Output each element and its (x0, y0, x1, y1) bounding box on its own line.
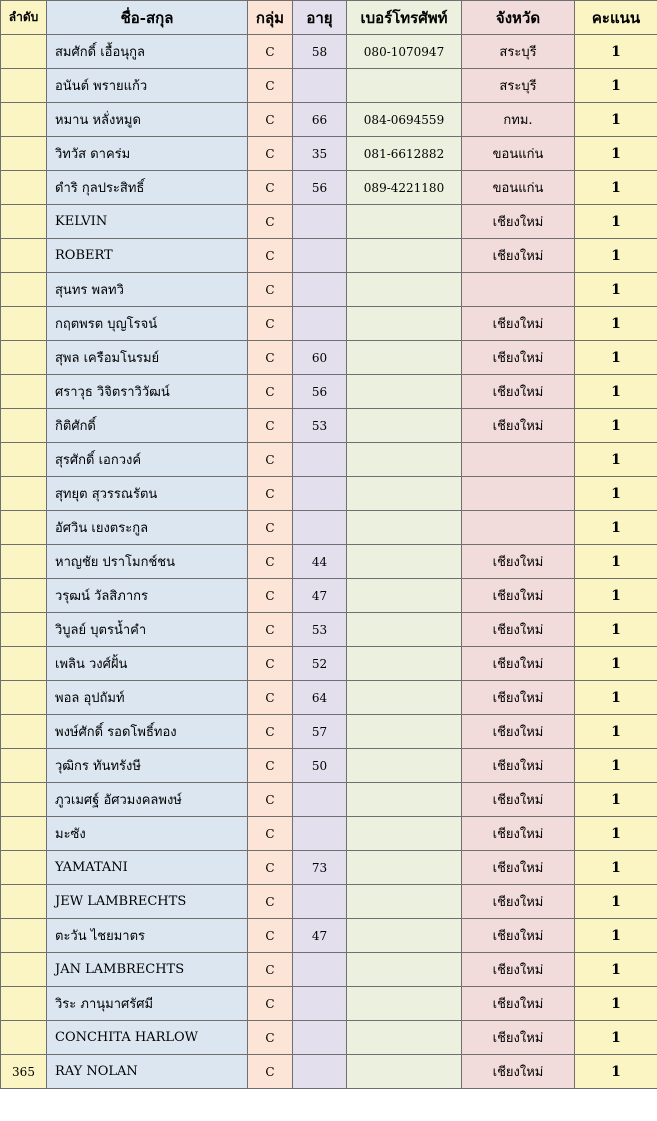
table-row (1, 69, 657, 103)
cell-score: 1 (575, 987, 657, 1021)
cell-no (1, 987, 47, 1021)
table-row (1, 817, 657, 851)
cell-province: เชียงใหม่ (462, 307, 575, 341)
cell-name: ดำริ กุลประสิทธิ์ (47, 171, 248, 205)
cell-name: เพลิน วงศ์ฝั้น (47, 647, 248, 681)
header-score: คะแนน (575, 1, 657, 35)
cell-phone (347, 375, 462, 409)
cell-province: เชียงใหม่ (462, 851, 575, 885)
cell-group: C (248, 511, 293, 545)
cell-name: สมศักดิ์ เอื้อนุกูล (47, 35, 248, 69)
cell-phone (347, 273, 462, 307)
cell-age (293, 443, 347, 477)
cell-score: 1 (575, 783, 657, 817)
cell-score: 1 (575, 749, 657, 783)
cell-no (1, 341, 47, 375)
cell-no (1, 103, 47, 137)
cell-score: 1 (575, 511, 657, 545)
cell-no (1, 545, 47, 579)
cell-name: YAMATANI (47, 851, 248, 885)
cell-phone (347, 69, 462, 103)
table-row (1, 477, 657, 511)
cell-no (1, 409, 47, 443)
table-row (1, 511, 657, 545)
cell-name: สุรศักดิ์ เอกวงค์ (47, 443, 248, 477)
cell-no (1, 715, 47, 749)
cell-phone (347, 647, 462, 681)
cell-age (293, 205, 347, 239)
cell-province: เชียงใหม่ (462, 783, 575, 817)
table-row (1, 613, 657, 647)
header-no: ลำดับ (1, 1, 47, 35)
cell-age (293, 477, 347, 511)
cell-province (462, 443, 575, 477)
cell-score: 1 (575, 307, 657, 341)
cell-age (293, 783, 347, 817)
cell-no (1, 919, 47, 953)
cell-no (1, 953, 47, 987)
cell-no (1, 69, 47, 103)
cell-age (293, 987, 347, 1021)
cell-group: C (248, 1055, 293, 1089)
cell-age: 47 (293, 579, 347, 613)
cell-phone (347, 239, 462, 273)
cell-province: เชียงใหม่ (462, 681, 575, 715)
cell-age (293, 511, 347, 545)
cell-phone: 080-1070947 (347, 35, 462, 69)
cell-age: 53 (293, 409, 347, 443)
cell-age: 60 (293, 341, 347, 375)
cell-score: 1 (575, 1021, 657, 1055)
cell-score: 1 (575, 885, 657, 919)
header-phone: เบอร์โทรศัพท์ (347, 1, 462, 35)
cell-group: C (248, 205, 293, 239)
cell-phone (347, 341, 462, 375)
cell-age (293, 1055, 347, 1089)
cell-phone (347, 579, 462, 613)
cell-score: 1 (575, 817, 657, 851)
cell-group: C (248, 69, 293, 103)
cell-group: C (248, 1021, 293, 1055)
cell-score: 1 (575, 137, 657, 171)
cell-group: C (248, 273, 293, 307)
cell-name: อนันต์ พรายแก้ว (47, 69, 248, 103)
cell-age: 35 (293, 137, 347, 171)
cell-age: 73 (293, 851, 347, 885)
table-row (1, 35, 657, 69)
cell-name: RAY NOLAN (47, 1055, 248, 1089)
cell-phone: 089-4221180 (347, 171, 462, 205)
cell-no (1, 307, 47, 341)
cell-name: สุทยุต สุวรรณรัตน (47, 477, 248, 511)
header-name: ชื่อ-สกุล (47, 1, 248, 35)
cell-group: C (248, 647, 293, 681)
cell-group: C (248, 749, 293, 783)
cell-phone: 084-0694559 (347, 103, 462, 137)
cell-name: สุพล เครือมโนรมย์ (47, 341, 248, 375)
cell-no: 365 (1, 1055, 47, 1089)
cell-no (1, 273, 47, 307)
cell-province: เชียงใหม่ (462, 987, 575, 1021)
cell-name: สุนทร พลทวิ (47, 273, 248, 307)
cell-group: C (248, 375, 293, 409)
cell-phone (347, 919, 462, 953)
cell-phone (347, 817, 462, 851)
cell-phone (347, 885, 462, 919)
cell-age (293, 69, 347, 103)
table-row (1, 851, 657, 885)
cell-province (462, 511, 575, 545)
cell-no (1, 205, 47, 239)
cell-age (293, 307, 347, 341)
cell-province (462, 477, 575, 511)
cell-name: พอล อุปถัมท์ (47, 681, 248, 715)
cell-province: เชียงใหม่ (462, 341, 575, 375)
cell-age (293, 953, 347, 987)
cell-age (293, 1021, 347, 1055)
cell-province: เชียงใหม่ (462, 749, 575, 783)
header-province: จังหวัด (462, 1, 575, 35)
table-row (1, 205, 657, 239)
table-row (1, 783, 657, 817)
cell-no (1, 443, 47, 477)
table-row (1, 681, 657, 715)
header-age: อายุ (293, 1, 347, 35)
cell-age (293, 273, 347, 307)
cell-age: 64 (293, 681, 347, 715)
cell-group: C (248, 443, 293, 477)
cell-phone (347, 613, 462, 647)
cell-score: 1 (575, 579, 657, 613)
cell-phone (347, 307, 462, 341)
table-row (1, 647, 657, 681)
cell-no (1, 783, 47, 817)
cell-group: C (248, 307, 293, 341)
cell-province: เชียงใหม่ (462, 205, 575, 239)
cell-group: C (248, 239, 293, 273)
cell-group: C (248, 851, 293, 885)
cell-province: สระบุรี (462, 69, 575, 103)
cell-score: 1 (575, 613, 657, 647)
cell-no (1, 477, 47, 511)
cell-name: กิติศักดิ์ (47, 409, 248, 443)
cell-age (293, 885, 347, 919)
cell-no (1, 613, 47, 647)
cell-age: 58 (293, 35, 347, 69)
cell-no (1, 35, 47, 69)
cell-province: กทม. (462, 103, 575, 137)
cell-phone (347, 783, 462, 817)
cell-phone (347, 443, 462, 477)
cell-province: เชียงใหม่ (462, 239, 575, 273)
cell-no (1, 885, 47, 919)
cell-name: มะซัง (47, 817, 248, 851)
cell-name: วรุฒน์ วัลสิภากร (47, 579, 248, 613)
table-row (1, 919, 657, 953)
cell-province (462, 273, 575, 307)
cell-score: 1 (575, 341, 657, 375)
cell-no (1, 851, 47, 885)
cell-phone (347, 205, 462, 239)
table-row (1, 375, 657, 409)
cell-age: 50 (293, 749, 347, 783)
cell-group: C (248, 613, 293, 647)
cell-age (293, 817, 347, 851)
cell-age: 44 (293, 545, 347, 579)
cell-score: 1 (575, 681, 657, 715)
cell-name: ภูวเมศฐ์ อัศวมงคลพงษ์ (47, 783, 248, 817)
cell-name: ศราวุธ วิจิตราวิวัฒน์ (47, 375, 248, 409)
cell-province: เชียงใหม่ (462, 579, 575, 613)
cell-phone (347, 681, 462, 715)
cell-name: CONCHITA HARLOW (47, 1021, 248, 1055)
cell-age: 47 (293, 919, 347, 953)
table-row (1, 239, 657, 273)
cell-name: ROBERT (47, 239, 248, 273)
cell-group: C (248, 341, 293, 375)
cell-no (1, 137, 47, 171)
cell-phone: 081-6612882 (347, 137, 462, 171)
cell-score: 1 (575, 103, 657, 137)
cell-phone (347, 1055, 462, 1089)
cell-group: C (248, 987, 293, 1021)
cell-phone (347, 477, 462, 511)
cell-phone (347, 1021, 462, 1055)
cell-score: 1 (575, 953, 657, 987)
cell-age: 53 (293, 613, 347, 647)
table-row (1, 409, 657, 443)
cell-province: เชียงใหม่ (462, 545, 575, 579)
cell-score: 1 (575, 851, 657, 885)
cell-no (1, 647, 47, 681)
cell-group: C (248, 171, 293, 205)
cell-score: 1 (575, 205, 657, 239)
cell-province: เชียงใหม่ (462, 953, 575, 987)
cell-group: C (248, 103, 293, 137)
table-row (1, 1055, 657, 1089)
cell-phone (347, 715, 462, 749)
cell-no (1, 1021, 47, 1055)
cell-phone (347, 749, 462, 783)
cell-score: 1 (575, 545, 657, 579)
cell-score: 1 (575, 69, 657, 103)
cell-score: 1 (575, 409, 657, 443)
cell-phone (347, 851, 462, 885)
cell-province: เชียงใหม่ (462, 1055, 575, 1089)
cell-group: C (248, 783, 293, 817)
cell-name: พงษ์ศักดิ์ รอดโพธิ์ทอง (47, 715, 248, 749)
table-row (1, 103, 657, 137)
cell-score: 1 (575, 477, 657, 511)
cell-no (1, 749, 47, 783)
cell-score: 1 (575, 239, 657, 273)
cell-group: C (248, 817, 293, 851)
table-row (1, 341, 657, 375)
cell-score: 1 (575, 35, 657, 69)
cell-age: 56 (293, 171, 347, 205)
cell-group: C (248, 35, 293, 69)
cell-score: 1 (575, 919, 657, 953)
table-row (1, 715, 657, 749)
cell-score: 1 (575, 647, 657, 681)
cell-province: เชียงใหม่ (462, 647, 575, 681)
cell-province: สระบุรี (462, 35, 575, 69)
cell-age: 57 (293, 715, 347, 749)
table-row (1, 749, 657, 783)
cell-name: กฤตพรต บุญโรจน์ (47, 307, 248, 341)
cell-phone (347, 511, 462, 545)
cell-province: เชียงใหม่ (462, 715, 575, 749)
cell-score: 1 (575, 715, 657, 749)
cell-age: 66 (293, 103, 347, 137)
cell-group: C (248, 477, 293, 511)
cell-score: 1 (575, 171, 657, 205)
cell-score: 1 (575, 1055, 657, 1089)
table-row (1, 953, 657, 987)
cell-name: KELVIN (47, 205, 248, 239)
cell-no (1, 239, 47, 273)
cell-province: เชียงใหม่ (462, 1021, 575, 1055)
cell-phone (347, 545, 462, 579)
cell-phone (347, 987, 462, 1021)
table-row (1, 443, 657, 477)
cell-age: 56 (293, 375, 347, 409)
cell-province: เชียงใหม่ (462, 375, 575, 409)
cell-province: เชียงใหม่ (462, 919, 575, 953)
cell-group: C (248, 885, 293, 919)
cell-no (1, 579, 47, 613)
cell-name: หมาน หลั่งหมูด (47, 103, 248, 137)
table-row (1, 273, 657, 307)
cell-name: วิบูลย์ บุตรน้ำคำ (47, 613, 248, 647)
cell-group: C (248, 579, 293, 613)
table-row (1, 1021, 657, 1055)
cell-province: ขอนแก่น (462, 137, 575, 171)
cell-no (1, 817, 47, 851)
header-group: กลุ่ม (248, 1, 293, 35)
cell-province: เชียงใหม่ (462, 613, 575, 647)
cell-group: C (248, 137, 293, 171)
cell-name: ตะวัน ไชยมาตร (47, 919, 248, 953)
cell-name: วิทวัส ดาคร่ม (47, 137, 248, 171)
cell-no (1, 681, 47, 715)
cell-score: 1 (575, 273, 657, 307)
cell-name: อัศวิน เยงตระกูล (47, 511, 248, 545)
cell-age: 52 (293, 647, 347, 681)
cell-name: JAN LAMBRECHTS (47, 953, 248, 987)
cell-group: C (248, 919, 293, 953)
table-row (1, 307, 657, 341)
cell-name: วิระ ภานุมาศรัศมี (47, 987, 248, 1021)
cell-name: วุฒิกร ทันทรังษี (47, 749, 248, 783)
cell-age (293, 239, 347, 273)
header-row (1, 1, 657, 35)
cell-group: C (248, 545, 293, 579)
cell-phone (347, 409, 462, 443)
cell-province: เชียงใหม่ (462, 817, 575, 851)
table-row (1, 171, 657, 205)
cell-name: JEW LAMBRECHTS (47, 885, 248, 919)
cell-group: C (248, 953, 293, 987)
cell-province: เชียงใหม่ (462, 409, 575, 443)
table-row (1, 885, 657, 919)
cell-phone (347, 953, 462, 987)
cell-no (1, 511, 47, 545)
cell-province: เชียงใหม่ (462, 885, 575, 919)
cell-score: 1 (575, 443, 657, 477)
table-row (1, 579, 657, 613)
cell-no (1, 375, 47, 409)
table-row (1, 137, 657, 171)
cell-group: C (248, 715, 293, 749)
table-row (1, 545, 657, 579)
cell-name: หาญชัย ปราโมกช์ชน (47, 545, 248, 579)
cell-group: C (248, 409, 293, 443)
cell-province: ขอนแก่น (462, 171, 575, 205)
cell-group: C (248, 681, 293, 715)
cell-no (1, 171, 47, 205)
cell-score: 1 (575, 375, 657, 409)
table-row (1, 987, 657, 1021)
